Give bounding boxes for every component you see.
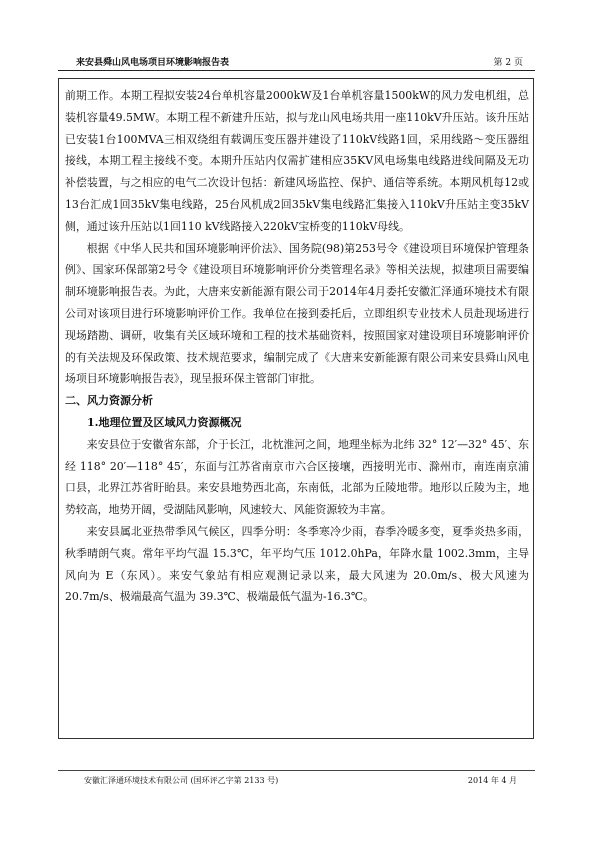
document-body: [65, 85, 529, 608]
footer-organization: 安徽汇泽通环境技术有限公司 (国环评乙字第 2133 号): [84, 776, 279, 785]
content-frame: [58, 78, 534, 739]
section-heading-wind-resource: 二、风力资源分析: [65, 394, 153, 408]
paragraph-project-scope: 前期工作。本期工程拟安装24台单机容量2000kW及1台单机容量1500kW的风力发电机组，总装机容量49.5MW。本期工程不新建升压站，拟与龙山风电场共用一座110kV升压站。该升压站已安装1台100MVA三相双绕组有载调压变压器并建设了110kV线路1回，采用线路～变压器组接线，本期工程主接线不变。本期升压站内仅需扩建相应35KV风电场集电线路进线间隔及无功补偿装置，与之相应的电气二次设计包括：新建风场监控、保护、通信等系统。本期风机每12或13台汇成1回35kV集电线路，25台风机成2回35kV集电线路汇集接入110kV升压站主变35kV侧，通过该升压站以1回110 kV线路接入220kV宝桥变的110kV母线。: [65, 89, 529, 233]
paragraph-location: 来安县位于安徽省东部，介于长江，北枕淮河之间，地理坐标为北纬 32° 12′—32° 45′、东经 118° 20′—118° 45′，东面与江苏省南京市六合区接壤，西接明光市、滁州市，南连南京浦口县，北界江苏省盱眙县。来安县地势西北高，东南低，北部为丘陵地带。地形以丘陵为主，地势较高，地势开阔，受湖陆风影响，风速较大、风能资源较为丰富。: [65, 437, 529, 517]
subsection-heading-location: 1.地理位置及区域风力资源概况: [87, 415, 242, 429]
report-title: 来安县舜山风电场项目环境影响报告表: [76, 58, 230, 68]
page-footer: [58, 770, 535, 787]
paragraph-legal-basis: 根据《中华人民共和国环境影响评价法》、国务院(98)第253号令《建设项目环境保护管理条例》、国家环保部第2号令《建设项目环境影响评价分类管理名录》等相关法规，拟建项目需要编制环境影响报告表。为此，大唐来安新能源有限公司于2014年4月委托安徽汇泽通环境技术有限公司对该项目进行环境影响评价工作。我单位在接到委托后，立即组织专业技术人员赴现场进行现场踏勘、调研，收集有关区域环境和工程的技术基础资料，按照国家对建设项目环境影响评价的有关法规及环保政策、技术规范要求，编制完成了《大唐来安新能源有限公司来安县舜山风电场项目环境影响报告表》，现呈报环保主管部门审批。: [65, 241, 529, 386]
footer-date: 2014 年 4 月: [467, 776, 517, 785]
page-number: 第 2 页: [493, 58, 523, 68]
paragraph-climate: 来安县属北亚热带季风气候区，四季分明：冬季寒冷少雨，春季冷暖多变，夏季炎热多雨，秋季晴朗气爽。常年平均气温 15.3℃，年平均气压 1012.0hPa，年降水量 1002.3mm，主导风向为 E（东风）。来安气象站有相应观测记录以来，最大风速为 20.0m/s、极大风速为 20.7m/s、极端最高气温为 39.3℃、极端最低气温为-16.3℃。: [65, 524, 529, 604]
page-header: [58, 52, 535, 71]
